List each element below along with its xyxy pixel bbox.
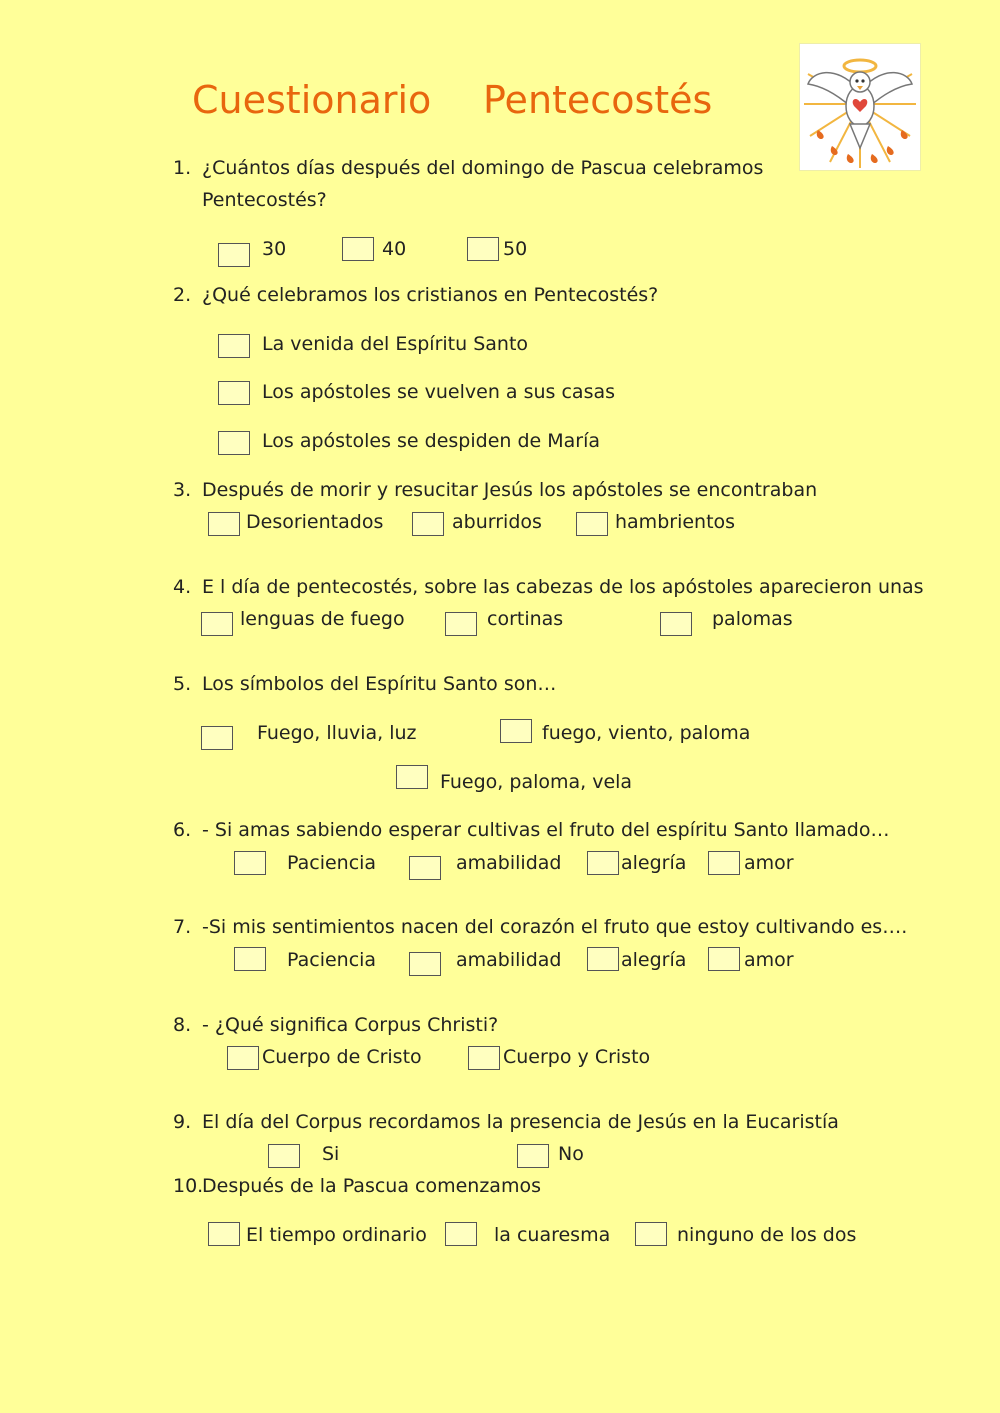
question-2-number: 2. [173,284,192,306]
q10-option-1-label: El tiempo ordinario [246,1224,427,1246]
q10-option-2-checkbox[interactable] [445,1222,477,1246]
q7-option-2-label: amabilidad [456,949,562,971]
question-1-text: ¿Cuántos días después del domingo de Pascua celebramos [202,157,764,179]
q9-option-1-checkbox[interactable] [268,1144,300,1168]
q4-option-3-checkbox[interactable] [660,612,692,636]
q2-option-2-label: Los apóstoles se vuelven a sus casas [262,381,616,403]
q4-option-2-checkbox[interactable] [445,612,477,636]
q6-option-2-label: amabilidad [456,852,562,874]
question-1-text-cont: Pentecostés? [202,189,327,211]
q9-option-2-label: No [558,1143,584,1165]
question-5-text: Los símbolos del Espíritu Santo son… [202,673,557,695]
q3-option-3-label: hambrientos [615,511,736,533]
q7-option-3-label: alegría [621,949,687,971]
q7-option-4-checkbox[interactable] [708,947,740,971]
question-7-number: 7. [173,916,192,938]
q10-option-3-label: ninguno de los dos [677,1224,857,1246]
q1-option-3-checkbox[interactable] [467,237,499,261]
q7-option-1-label: Paciencia [287,949,377,971]
q6-option-1-label: Paciencia [287,852,377,874]
q2-option-3-checkbox[interactable] [218,431,250,455]
q4-option-1-label: lenguas de fuego [240,608,405,630]
question-3-text: Después de morir y resucitar Jesús los apóstoles se encontraban [202,479,818,501]
question-2-text: ¿Qué celebramos los cristianos en Pentecostés? [202,284,659,306]
q5-option-3-label: Fuego, paloma, vela [440,771,633,793]
question-9-text: El día del Corpus recordamos la presencia de Jesús en la Eucaristía [202,1111,839,1133]
q10-option-3-checkbox[interactable] [635,1222,667,1246]
q4-option-1-checkbox[interactable] [201,612,233,636]
q8-option-2-checkbox[interactable] [468,1046,500,1070]
q3-option-2-checkbox[interactable] [412,512,444,536]
q1-option-1-checkbox[interactable] [218,243,250,267]
q2-option-3-label: Los apóstoles se despiden de María [262,430,601,452]
question-1-number: 1. [173,157,192,179]
q1-option-2-label: 40 [382,238,407,260]
q10-option-2-label: la cuaresma [494,1224,611,1246]
q10-option-1-checkbox[interactable] [208,1222,240,1246]
q9-option-2-checkbox[interactable] [517,1144,549,1168]
q5-option-2-checkbox[interactable] [500,719,532,743]
q2-option-1-checkbox[interactable] [218,334,250,358]
q6-option-2-checkbox[interactable] [409,856,441,880]
q6-option-4-checkbox[interactable] [708,851,740,875]
question-6-number: 6. [173,819,192,841]
question-4-text: E l día de pentecostés, sobre las cabezas de los apóstoles aparecieron unas [202,576,924,598]
q5-option-1-checkbox[interactable] [201,726,233,750]
q7-option-2-checkbox[interactable] [409,952,441,976]
title-word-2: Pentecostés [483,78,713,122]
q5-option-2-label: fuego, viento, paloma [542,722,751,744]
q6-option-3-label: alegría [621,852,687,874]
q2-option-1-label: La venida del Espíritu Santo [262,333,529,355]
q1-option-1-label: 30 [262,238,287,260]
q8-option-1-label: Cuerpo de Cristo [262,1046,422,1068]
q5-option-1-label: Fuego, lluvia, luz [257,722,417,744]
dove-illustration [799,43,921,171]
q6-option-4-label: amor [744,852,794,874]
q1-option-3-label: 50 [503,238,528,260]
question-9-number: 9. [173,1111,192,1133]
title-word-1: Cuestionario [192,78,432,122]
question-10-number: 10. [173,1175,204,1197]
question-7-text: -Si mis sentimientos nacen del corazón el fruto que estoy cultivando es…. [202,916,908,938]
q7-option-3-checkbox[interactable] [587,947,619,971]
q7-option-4-label: amor [744,949,794,971]
dove-icon [800,44,920,170]
q2-option-2-checkbox[interactable] [218,381,250,405]
q6-option-3-checkbox[interactable] [587,851,619,875]
q5-option-3-checkbox[interactable] [396,765,428,789]
question-3-number: 3. [173,479,192,501]
q3-option-3-checkbox[interactable] [576,512,608,536]
question-8-number: 8. [173,1014,192,1036]
q3-option-2-label: aburridos [452,511,542,533]
q4-option-2-label: cortinas [487,608,564,630]
q9-option-1-label: Si [322,1143,340,1165]
question-8-text: - ¿Qué significa Corpus Christi? [202,1014,499,1036]
q3-option-1-checkbox[interactable] [208,512,240,536]
q7-option-1-checkbox[interactable] [234,947,266,971]
question-4-number: 4. [173,576,192,598]
q3-option-1-label: Desorientados [246,511,384,533]
question-10-text: Después de la Pascua comenzamos [202,1175,541,1197]
q6-option-1-checkbox[interactable] [234,851,266,875]
question-5-number: 5. [173,673,192,695]
q1-option-2-checkbox[interactable] [342,237,374,261]
q8-option-1-checkbox[interactable] [227,1046,259,1070]
q4-option-3-label: palomas [712,608,793,630]
question-6-text: - Si amas sabiendo esperar cultivas el fruto del espíritu Santo llamado… [202,819,890,841]
q8-option-2-label: Cuerpo y Cristo [503,1046,651,1068]
